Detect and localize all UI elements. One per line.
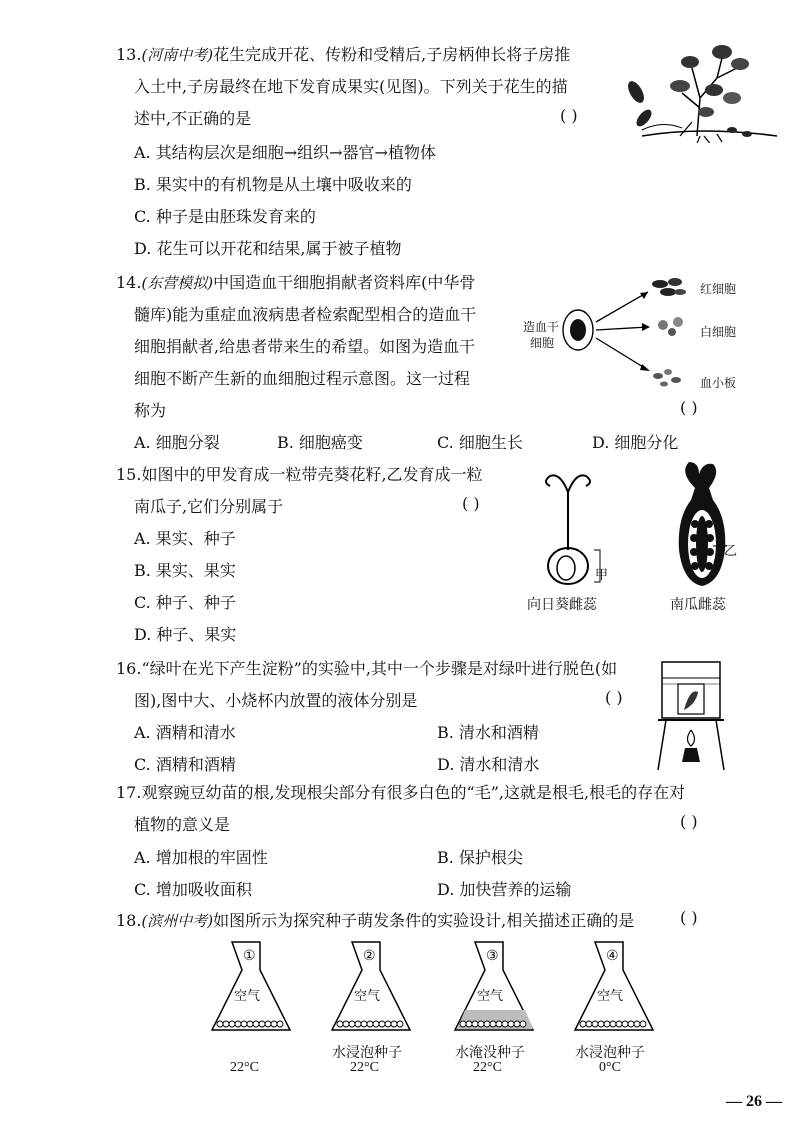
option-b[interactable]: B. 细胞癌变	[277, 433, 363, 452]
question-source: (东营模拟)	[141, 274, 214, 292]
flask-4	[573, 940, 663, 1080]
question-text: 入土中,子房最终在地下发育成果实(见图)。下列关于花生的描	[134, 77, 568, 96]
question-text: “绿叶在光下产生淀粉”的实验中,其中一个步骤是对绿叶进行脱色(如	[141, 659, 618, 678]
beaker-heating-figure	[654, 658, 730, 773]
question-number: 13.	[116, 45, 142, 64]
answer-paren[interactable]: ( )	[680, 812, 698, 831]
flask-desc: 水浸泡种子	[332, 1045, 402, 1061]
question-source: (滨州中考)	[141, 912, 214, 930]
flask-temp: 22°C	[473, 1060, 502, 1075]
option-d[interactable]: D. 加快营养的运输	[437, 880, 572, 899]
question-number: 17.	[116, 783, 142, 802]
platelet-label: 血小板	[700, 376, 737, 390]
flask-1	[210, 940, 300, 1080]
question-text: 观察豌豆幼苗的根,发现根尖部分有很多白色的“毛”,这就是根毛,根毛的存在对	[141, 783, 686, 802]
flask-temp: 22°C	[350, 1060, 379, 1075]
question-number: 18.	[116, 911, 142, 930]
question-text: 图),图中大、小烧杯内放置的液体分别是	[134, 691, 418, 710]
answer-paren[interactable]: ( )	[462, 494, 480, 513]
flask-number: ①	[243, 948, 256, 964]
option-c[interactable]: C. 细胞生长	[437, 433, 523, 452]
option-d[interactable]: D. 种子、果实	[134, 625, 237, 644]
answer-paren[interactable]: ( )	[680, 398, 698, 417]
pumpkin-pistil-figure	[665, 458, 745, 590]
label-jia: 甲	[595, 568, 609, 583]
option-d[interactable]: D. 花生可以开花和结果,属于被子植物	[134, 239, 402, 258]
question-text: 称为	[134, 401, 167, 420]
question-text: 如图中的甲发育成一粒带壳葵花籽,乙发育成一粒	[141, 465, 483, 484]
white-cell-label: 白细胞	[700, 325, 737, 339]
question-number: 16.	[116, 659, 142, 678]
answer-paren[interactable]: ( )	[605, 688, 623, 707]
flask-temp: 0°C	[599, 1060, 621, 1075]
option-a[interactable]: A. 酒精和清水	[134, 723, 236, 742]
answer-paren[interactable]: ( )	[680, 908, 698, 927]
question-text: 植物的意义是	[134, 815, 231, 834]
option-a[interactable]: A. 增加根的牢固性	[134, 848, 268, 867]
flask-2	[330, 940, 420, 1080]
option-b[interactable]: B. 保护根尖	[437, 848, 523, 867]
red-cell-label: 红细胞	[700, 282, 737, 296]
question-text: 花生完成开花、传粉和受精后,子房柄伸长将子房推	[213, 45, 571, 64]
option-c[interactable]: C. 增加吸收面积	[134, 880, 252, 899]
peanut-plant-figure	[622, 38, 782, 143]
flask-air-label: 空气	[234, 989, 261, 1004]
option-c[interactable]: C. 种子、种子	[134, 593, 236, 612]
option-d[interactable]: D. 清水和清水	[437, 755, 540, 774]
question-text: 髓库)能为重症血液病患者检索配型相合的造血干	[134, 305, 477, 324]
question-text: 细胞不断产生新的血细胞过程示意图。这一过程	[134, 369, 471, 388]
option-c[interactable]: C. 酒精和酒精	[134, 755, 236, 774]
option-d[interactable]: D. 细胞分化	[592, 433, 679, 452]
flask-temp: 22°C	[230, 1060, 259, 1075]
option-b[interactable]: B. 果实中的有机物是从土壤中吸收来的	[134, 175, 412, 194]
flask-air-label: 空气	[477, 989, 504, 1004]
option-c[interactable]: C. 种子是由胚珠发育来的	[134, 207, 316, 226]
page-number: — 26 —	[726, 1093, 782, 1110]
flask-desc: 水淹没种子	[455, 1045, 525, 1061]
flask-desc: 水浸泡种子	[575, 1045, 645, 1061]
option-b[interactable]: B. 果实、果实	[134, 561, 236, 580]
stem-cell-label: 细胞	[530, 336, 555, 350]
pumpkin-caption: 南瓜雌蕊	[670, 597, 726, 613]
option-a[interactable]: A. 果实、种子	[134, 529, 236, 548]
sunflower-caption: 向日葵雌蕊	[527, 597, 597, 613]
stem-cell-diagram	[560, 270, 695, 395]
question-text: 细胞捐献者,给患者带来生的希望。如图为造血干	[134, 337, 476, 356]
flask-number: ③	[486, 948, 499, 964]
question-source: (河南中考)	[141, 46, 214, 64]
question-number: 15.	[116, 465, 142, 484]
flask-number: ②	[363, 948, 376, 964]
answer-paren[interactable]: ( )	[560, 106, 578, 125]
option-a[interactable]: A. 细胞分裂	[134, 433, 220, 452]
flask-air-label: 空气	[597, 989, 624, 1004]
option-b[interactable]: B. 清水和酒精	[437, 723, 539, 742]
question-text: 中国造血干细胞捐献者资料库(中华骨	[213, 273, 476, 292]
flask-number: ④	[606, 948, 619, 964]
label-yi: 乙	[724, 544, 738, 559]
question-text: 述中,不正确的是	[134, 109, 252, 128]
flask-air-label: 空气	[354, 989, 381, 1004]
stem-cell-label: 造血干	[523, 320, 560, 334]
flask-3	[453, 940, 543, 1080]
option-a[interactable]: A. 其结构层次是细胞→组织→器官→植物体	[134, 143, 436, 162]
question-text: 如图所示为探究种子萌发条件的实验设计,相关描述正确的是	[213, 911, 635, 930]
question-text: 南瓜子,它们分别属于	[134, 497, 284, 516]
question-number: 14.	[116, 273, 142, 292]
